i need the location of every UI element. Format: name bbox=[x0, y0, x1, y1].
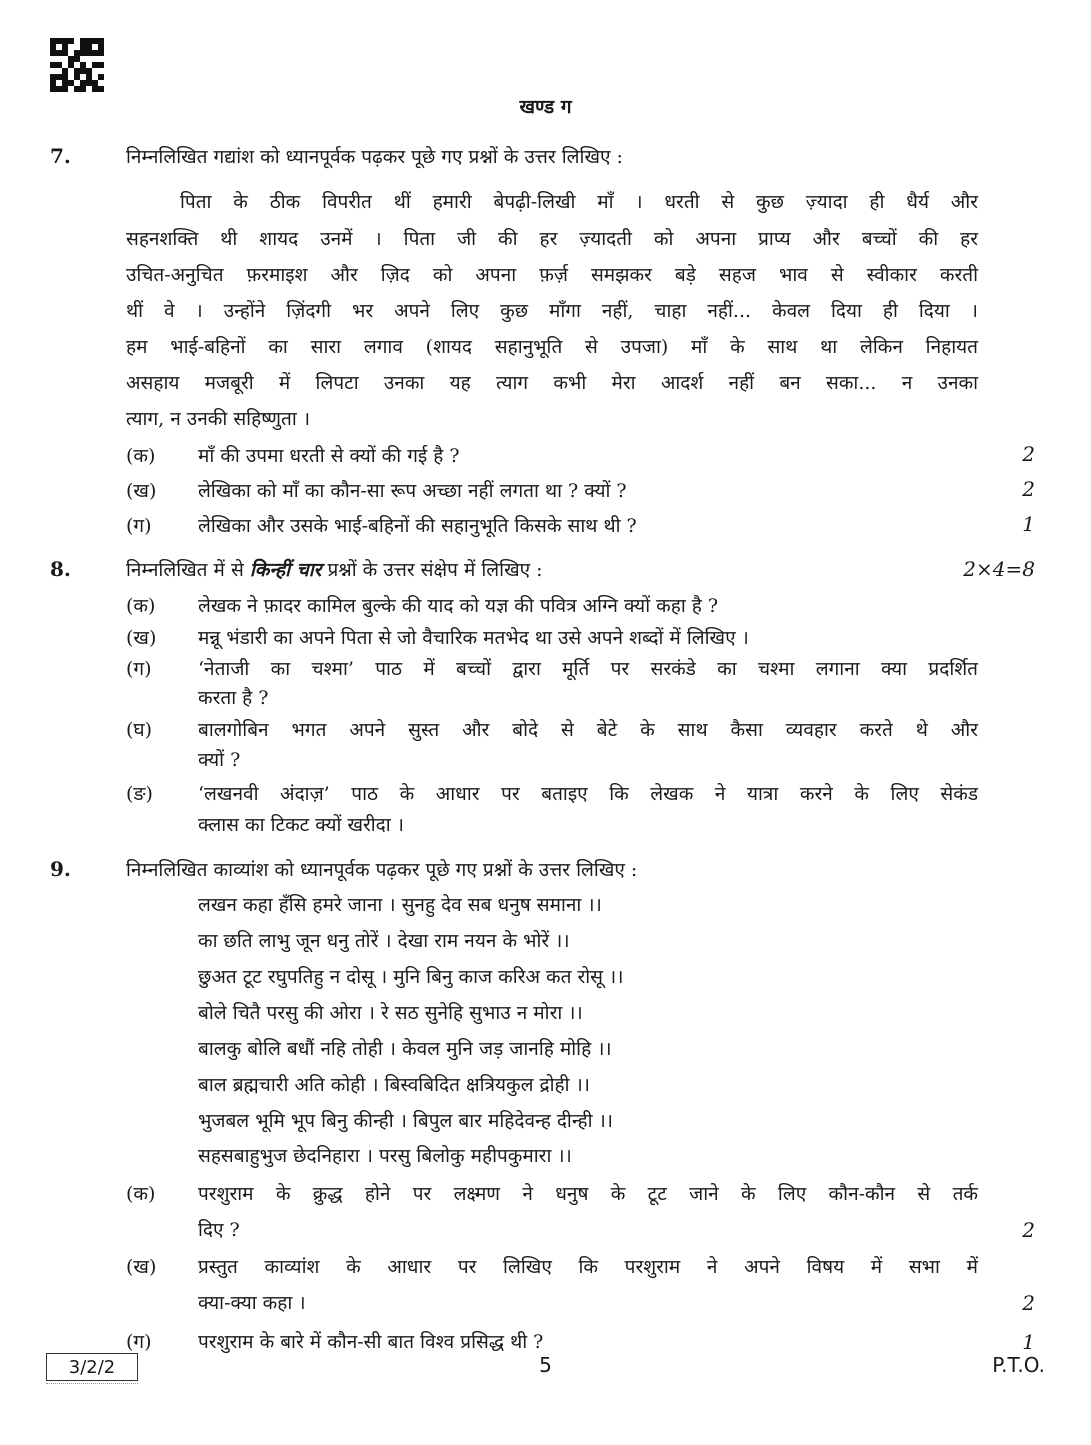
q9-option-text: परशुराम के बारे में कौन-सी बात विश्व प्रसिद्ध थी ? bbox=[198, 1331, 544, 1353]
q9-verse-line: बालकु बोलि बधौं नहि तोही । केवल मुनि जड़ जानहि मोहि ।। bbox=[198, 1038, 612, 1060]
q9-option-label: (ग) bbox=[126, 1331, 152, 1353]
q7-option-label: (ख) bbox=[126, 480, 157, 502]
q9-option-marks: 1 bbox=[1022, 1330, 1035, 1354]
q7-passage-line: त्याग, न उनकी सहिष्णुता । bbox=[126, 408, 311, 430]
q7-instruction: निम्नलिखित गद्यांश को ध्यानपूर्वक पढ़कर पूछे गए प्रश्नों के उत्तर लिखिए : bbox=[126, 146, 623, 168]
q8-option-text: बालगोबिन भगत अपने सुस्त और बोदे से बेटे के साथ कैसा व्यवहार करते थे और bbox=[198, 719, 978, 741]
q8-instruction bbox=[126, 556, 543, 582]
q8-option-text: ‘लखनवी अंदाज़’ पाठ के आधार पर बताइए कि लेखक ने यात्रा करने के लिए सेकंड bbox=[198, 783, 978, 805]
question-number-8: 8. bbox=[50, 557, 71, 581]
q7-option-text: माँ की उपमा धरती से क्यों की गई है ? bbox=[198, 445, 460, 467]
q7-passage-line: पिता के ठीक विपरीत थीं हमारी बेपढ़ी-लिखी माँ । धरती से कुछ ज़्यादा ही धैर्य और bbox=[180, 191, 978, 213]
q9-verse-line: बाल ब्रह्मचारी अति कोही । बिस्वबिदित क्षत्रियकुल द्रोही ।। bbox=[198, 1074, 590, 1096]
q8-option-text: मन्नू भंडारी का अपने पिता से जो वैचारिक मतभेद था उसे अपने शब्दों में लिखिए । bbox=[198, 627, 749, 649]
q8-instruction-pre: निम्नलिखित में से bbox=[126, 559, 244, 581]
q8-option-text: ‘नेताजी का चश्मा’ पाठ में बच्चों द्वारा मूर्ति पर सरकंडे का चश्मा लगाना क्या प्रदर्शित bbox=[198, 658, 978, 680]
qr-code-icon bbox=[50, 38, 104, 92]
q9-option-text: दिए ? bbox=[198, 1219, 240, 1241]
q9-option-marks: 2 bbox=[1022, 1291, 1035, 1315]
q8-option-label: (ग) bbox=[126, 658, 152, 680]
q7-option-marks: 1 bbox=[1022, 512, 1035, 536]
q7-option-text: लेखिका और उसके भाई-बहिनों की सहानुभूति किसके साथ थी ? bbox=[198, 515, 637, 537]
q7-passage-line: हम भाई-बहिनों का सारा लगाव (शायद सहानुभूति से उपजा) माँ के साथ था लेकिन निहायत bbox=[126, 336, 978, 358]
section-title: खण्ड ग bbox=[519, 96, 572, 118]
q8-option-text: करता है ? bbox=[198, 687, 269, 709]
q8-instruction-emphasis: किन्हीं चार bbox=[249, 559, 322, 581]
q8-option-text: क्लास का टिकट क्यों खरीदा । bbox=[198, 814, 404, 836]
q8-option-label: (ख) bbox=[126, 627, 157, 649]
q8-option-text: लेखक ने फ़ादर कामिल बुल्के की याद को यज्ञ की पवित्र अग्नि क्यों कहा है ? bbox=[198, 595, 719, 617]
q9-verse-line: का छति लाभु जून धनु तोरें । देखा राम नयन के भोरें ।। bbox=[198, 930, 570, 952]
question-number-9: 9. bbox=[50, 857, 71, 881]
q9-option-text: क्या-क्या कहा । bbox=[198, 1292, 306, 1314]
q9-instruction: निम्नलिखित काव्यांश को ध्यानपूर्वक पढ़कर पूछे गए प्रश्नों के उत्तर लिखिए : bbox=[126, 859, 638, 881]
q9-verse-line: छुअत टूट रघुपतिहु न दोसू । मुनि बिनु काज करिअ कत रोसू ।। bbox=[198, 966, 624, 988]
q7-option-label: (ग) bbox=[126, 515, 152, 537]
q9-verse-line: सहसबाहुभुज छेदनिहारा । परसु बिलोकु महीपकुमारा ।। bbox=[198, 1145, 572, 1167]
paper-code: 3/2/2 bbox=[68, 1356, 116, 1378]
please-turn-over: P.T.O. bbox=[992, 1353, 1045, 1377]
q9-option-label: (क) bbox=[126, 1183, 156, 1205]
q8-option-label: (ङ) bbox=[126, 783, 153, 805]
q8-option-label: (घ) bbox=[126, 719, 153, 741]
q7-passage-line: असहाय मजबूरी में लिपटा उनका यह त्याग कभी मेरा आदर्श नहीं बन सका... न उनका bbox=[126, 372, 978, 394]
q7-passage-line: उचित-अनुचित फ़रमाइश और ज़िद को अपना फ़र्ज़ समझकर बड़े सहज भाव से स्वीकार करती bbox=[126, 264, 978, 286]
q9-verse-line: भुजबल भूमि भूप बिनु कीन्ही । बिपुल बार महिदेवन्ह दीन्ही ।। bbox=[198, 1110, 613, 1132]
q7-option-text: लेखिका को माँ का कौन-सा रूप अच्छा नहीं लगता था ? क्यों ? bbox=[198, 480, 627, 502]
q8-instruction-post: प्रश्नों के उत्तर संक्षेप में लिखिए : bbox=[327, 559, 543, 581]
q9-option-label: (ख) bbox=[126, 1256, 157, 1278]
q9-verse-line: लखन कहा हँसि हमरे जाना । सुनहु देव सब धनुष समाना ।। bbox=[198, 894, 602, 916]
q7-passage-line: थीं वे । उन्होंने ज़िंदगी भर अपने लिए कुछ माँगा नहीं, चाहा नहीं... केवल दिया ही दिया । bbox=[126, 300, 978, 322]
q9-verse-line: बोले चितै परसु की ओरा । रे सठ सुनेहि सुभाउ न मोरा ।। bbox=[198, 1002, 583, 1024]
q7-option-label: (क) bbox=[126, 445, 156, 467]
q7-passage-line: सहनशक्ति थी शायद उनमें । पिता जी की हर ज़्यादती को अपना प्राप्य और बच्चों की हर bbox=[126, 228, 978, 250]
page-number: 5 bbox=[539, 1353, 552, 1377]
question-number-7: 7. bbox=[50, 144, 71, 168]
q7-option-marks: 2 bbox=[1022, 477, 1035, 501]
q9-option-text: परशुराम के क्रुद्ध होने पर लक्ष्मण ने धनुष के टूट जाने के लिए कौन-कौन से तर्क bbox=[198, 1183, 978, 1205]
q9-option-text: प्रस्तुत काव्यांश के आधार पर लिखिए कि परशुराम ने अपने विषय में सभा में bbox=[198, 1256, 978, 1278]
q8-marks: 2×4=8 bbox=[963, 557, 1035, 581]
q8-option-label: (क) bbox=[126, 595, 156, 617]
q9-option-marks: 2 bbox=[1022, 1218, 1035, 1242]
q7-option-marks: 2 bbox=[1022, 442, 1035, 466]
q8-option-text: क्यों ? bbox=[198, 749, 241, 771]
micro-text-strip bbox=[46, 1383, 138, 1390]
